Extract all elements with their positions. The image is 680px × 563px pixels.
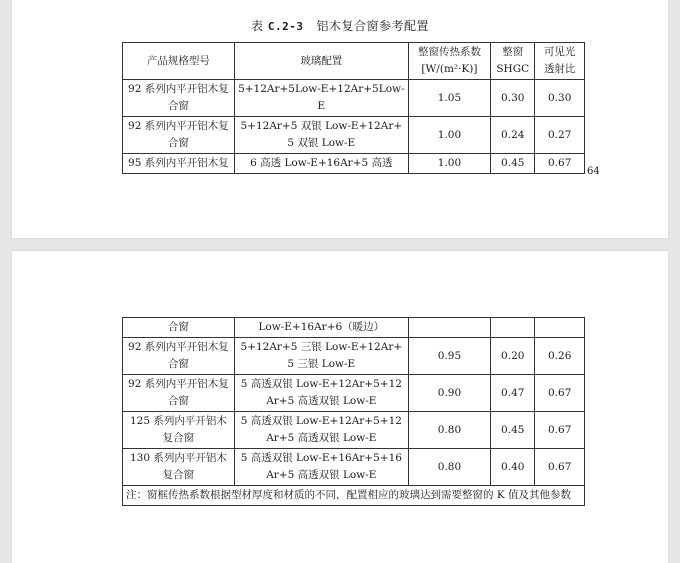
- cell-glass: 5 高透双银 Low-E+12Ar+5+12Ar+5 高透双银 Low-E: [234, 412, 408, 449]
- cell-shgc: 0.30: [491, 80, 535, 117]
- cell-visible-transmittance: 0.67: [535, 375, 585, 412]
- document-page-2: [12, 251, 668, 563]
- cell-shgc: 0.45: [491, 154, 535, 174]
- page-number: 64: [587, 166, 600, 177]
- cell-product: 合窗: [123, 318, 235, 338]
- cell-visible-transmittance: 0.30: [535, 80, 585, 117]
- cell-u-value: 0.80: [408, 449, 490, 486]
- cell-product: 92 系列内平开铝木复合窗: [123, 117, 235, 154]
- cell-glass: 6 高透 Low-E+16Ar+5 高透: [234, 154, 408, 174]
- cell-shgc: 0.20: [491, 338, 535, 375]
- cell-u-value: 0.80: [408, 412, 490, 449]
- cell-visible-transmittance: 0.26: [535, 338, 585, 375]
- cell-product: 92 系列内平开铝木复合窗: [123, 80, 235, 117]
- table-row: [123, 375, 585, 412]
- table-title: [12, 17, 668, 34]
- table-title-prefix: 表: [251, 19, 264, 33]
- spec-table-part-2: [122, 317, 585, 506]
- cell-u-value: 1.05: [408, 80, 490, 117]
- header-shgc: 整窗 SHGC: [491, 43, 535, 80]
- table-title-text: 铝木复合窗参考配置: [316, 19, 429, 33]
- spec-table-part-1: [122, 42, 585, 174]
- table-row: [123, 412, 585, 449]
- header-product: 产品规格型号: [123, 43, 235, 80]
- cell-shgc: 0.45: [491, 412, 535, 449]
- table-row: [123, 338, 585, 375]
- cell-glass: 5+12Ar+5 双银 Low-E+12Ar+5 双银 Low-E: [234, 117, 408, 154]
- cell-product: 125 系列内平开铝木复合窗: [123, 412, 235, 449]
- cell-product: 92 系列内平开铝木复合窗: [123, 375, 235, 412]
- cell-u-value: 0.90: [408, 375, 490, 412]
- table-number: C.2-3: [267, 20, 304, 33]
- header-u-value: 整窗传热系数 [W/(m²·K)]: [408, 43, 490, 80]
- cell-product: 92 系列内平开铝木复合窗: [123, 338, 235, 375]
- cell-product: 130 系列内平开铝木复合窗: [123, 449, 235, 486]
- table-row: [123, 449, 585, 486]
- cell-u-value: 0.95: [408, 338, 490, 375]
- cell-visible-transmittance: 0.67: [535, 449, 585, 486]
- table-note: 注：窗框传热系数根据型材厚度和材质的不同，配置相应的玻璃达到需要整窗的 K 值及其他参数: [123, 486, 585, 506]
- cell-u-value: [408, 318, 490, 338]
- table-row: [123, 80, 585, 117]
- cell-shgc: [491, 318, 535, 338]
- cell-glass: 5 高透双银 Low-E+16Ar+5+16Ar+5 高透双银 Low-E: [234, 449, 408, 486]
- cell-u-value: 1.00: [408, 154, 490, 174]
- cell-shgc: 0.24: [491, 117, 535, 154]
- document-page-1: [12, 0, 668, 238]
- table-row: [123, 117, 585, 154]
- cell-glass: 5 高透双银 Low-E+12Ar+5+12Ar+5 高透双银 Low-E: [234, 375, 408, 412]
- header-glass: 玻璃配置: [234, 43, 408, 80]
- cell-shgc: 0.47: [491, 375, 535, 412]
- cell-visible-transmittance: 0.67: [535, 154, 585, 174]
- table-note-row: [123, 486, 585, 506]
- cell-product: 95 系列内平开铝木复: [123, 154, 235, 174]
- cell-glass: 5+12Ar+5Low-E+12Ar+5Low-E: [234, 80, 408, 117]
- cell-visible-transmittance: 0.27: [535, 117, 585, 154]
- cell-visible-transmittance: [535, 318, 585, 338]
- cell-glass: Low-E+16Ar+6（暖边）: [234, 318, 408, 338]
- cell-glass: 5+12Ar+5 三银 Low-E+12Ar+5 三银 Low-E: [234, 338, 408, 375]
- cell-shgc: 0.40: [491, 449, 535, 486]
- table-row: [123, 154, 585, 174]
- table-header-row: [123, 43, 585, 80]
- cell-visible-transmittance: 0.67: [535, 412, 585, 449]
- table-row: [123, 318, 585, 338]
- header-visible-transmittance: 可见光 透射比: [535, 43, 585, 80]
- cell-u-value: 1.00: [408, 117, 490, 154]
